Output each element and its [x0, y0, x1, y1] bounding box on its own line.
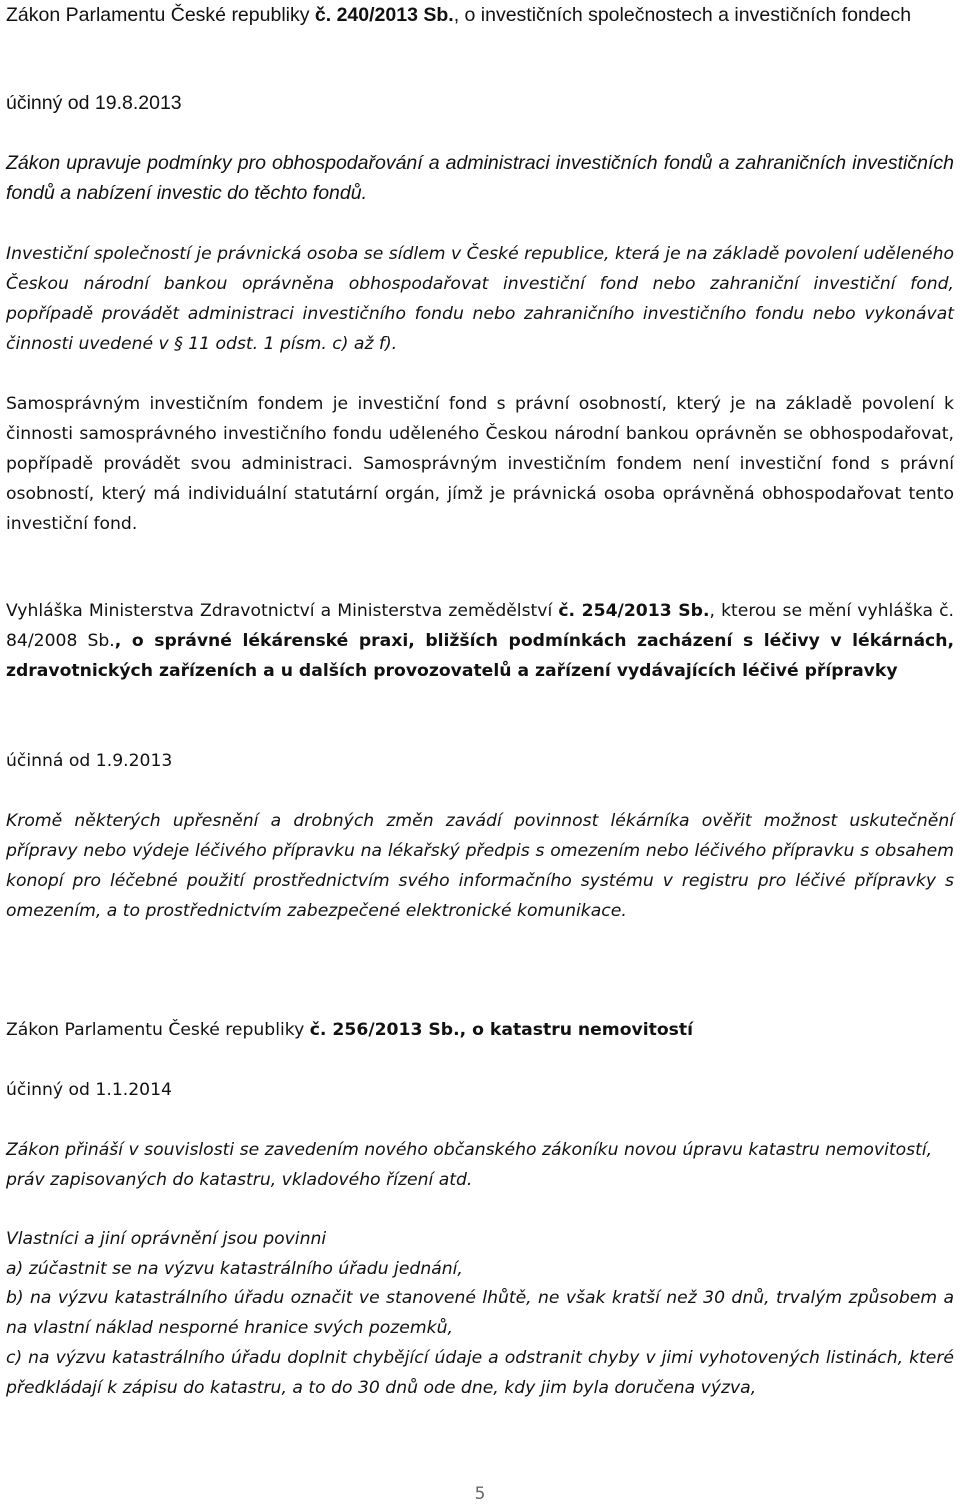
- law-240-heading-prefix: Zákon Parlamentu České republiky: [6, 4, 315, 26]
- law-256-duties-intro: Vlastníci a jiní oprávnění jsou povinni: [6, 1229, 327, 1249]
- law-240-paragraph-self-managed-fund: Samosprávným investičním fondem je investiční fond s právní osobností, který je na základě povolení k činnosti samosprávného investičního fondu uděleného Českou národní bankou oprávněn se obhospodařovat, popřípadě provádět svou administraci. Samosprávným investičním fondem není investiční fond s právní osobností, který má individuální statutární orgán, jímž je právnická osoba oprávněná obhospodařovat tento investiční fond.: [6, 394, 954, 534]
- law-256-title: , o katastru nemovitostí: [459, 1020, 693, 1040]
- law-240-summary: Zákon upravuje podmínky pro obhospodařování a administraci investičních fondů a zahraničních investičních fondů a nabízení investic do těchto fondů.: [6, 152, 954, 204]
- law-240-heading: [6, 0, 954, 30]
- law-256-heading: [6, 1015, 954, 1045]
- law-240-title: , o investičních společnostech a investičních fondech: [453, 4, 912, 26]
- law-240-paragraph-investment-company: Investiční společností je právnická osoba se sídlem v České republice, která je na základě povolení uděleného Českou národní bankou oprávněna obhospodařovat investiční fond nebo zahraniční investiční fond, popřípadě provádět administraci investičního fondu nebo zahraničního investičního fondu nebo vykonávat činnosti uvedené v § 11 odst. 1 písm. c) až f).: [6, 244, 954, 354]
- law-256-duty-a: a) zúčastnit se na výzvu katastrálního úřadu jednání,: [6, 1259, 463, 1279]
- decree-254-summary: Kromě některých upřesnění a drobných změn zavádí povinnost lékárníka ověřit možnost uskutečnění přípravy nebo výdeje léčivého přípravku na lékařský předpis s omezením nebo léčivého přípravku s obsahem konopí pro léčebné použití prostřednictvím svého informačního systému v registru pro léčivé přípravky s omezením, a to prostřednictvím zabezpečené elektronické komunikace.: [6, 811, 954, 921]
- law-256-number: č. 256/2013 Sb.: [309, 1020, 460, 1040]
- page-number: 5: [474, 1484, 486, 1504]
- decree-254-amended-decree: , kterou se mění vyhláška č. 84/2008 Sb.: [6, 601, 954, 651]
- decree-254-number: č. 254/2013 Sb.: [558, 601, 710, 621]
- decree-254-heading-prefix: Vyhláška Ministerstva Zdravotnictví a Ministerstva zemědělství: [6, 601, 559, 621]
- law-240-effective-date: účinný od 19.8.2013: [6, 92, 182, 114]
- law-256-duty-b: b) na výzvu katastrálního úřadu označit ve stanovené lhůtě, ne však kratší než 30 dnů, trvalým způsobem a na vlastní náklad nesporné hranice svých pozemků,: [6, 1288, 954, 1338]
- law-256-summary: Zákon přináší v souvislosti se zavedením nového občanského zákoníku novou úpravu katastru nemovitostí, práv zapisovaných do katastru, vkladového řízení atd.: [6, 1140, 933, 1190]
- decree-254-effective-date: účinná od 1.9.2013: [6, 751, 173, 771]
- law-256-heading-prefix: Zákon Parlamentu České republiky: [6, 1020, 310, 1040]
- law-256-duty-c: c) na výzvu katastrálního úřadu doplnit chybějící údaje a odstranit chyby v jimi vyhotovených listinách, které předkládají k zápisu do katastru, a to do 30 dnů ode dne, kdy jim byla doručena výzva,: [6, 1348, 954, 1398]
- decree-254-heading: [6, 596, 954, 686]
- law-240-number: č. 240/2013 Sb.: [314, 4, 454, 26]
- law-256-effective-date: účinný od 1.1.2014: [6, 1080, 172, 1100]
- decree-254-title: , o správné lékárenské praxi, bližších podmínkách zacházení s léčivy v lékárnách, zdravotnických zařízeních a u dalších provozovatelů a zařízení vydávajících léčivé přípravky: [6, 631, 955, 681]
